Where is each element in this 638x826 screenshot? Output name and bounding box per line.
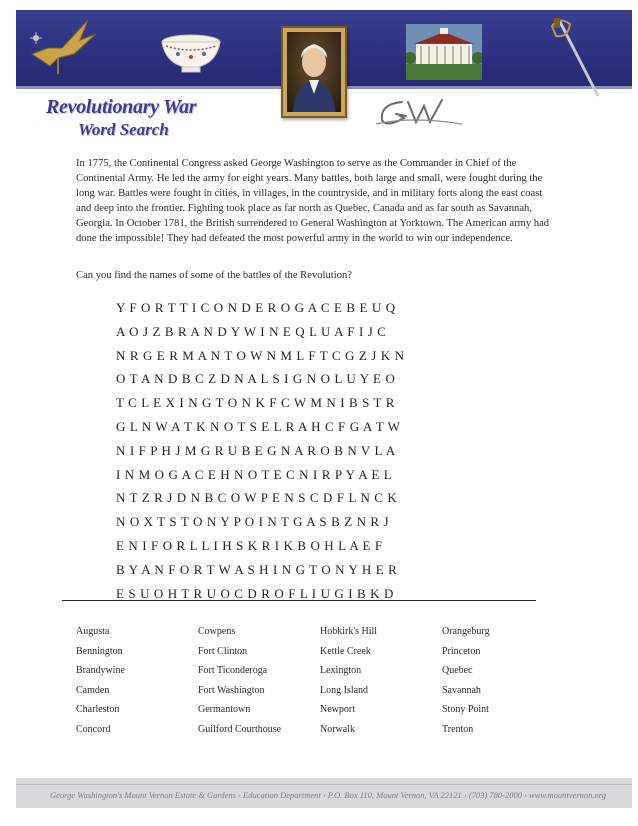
word-item: Norwalk <box>320 723 355 735</box>
mansion-icon <box>406 24 482 80</box>
divider-line <box>62 600 536 601</box>
puzzle-row: A O J Z B R A N D Y W I N E Q L U A F I J C <box>116 323 387 339</box>
puzzle-row: G L N W A T K N O T S E L R A H C F G A T W <box>116 418 401 434</box>
word-item: Concord <box>76 723 111 735</box>
word-item: Newport <box>320 704 355 715</box>
word-item: Charleston <box>76 704 120 715</box>
footer-line <box>16 784 632 785</box>
puzzle-row: E N I F O R L L I H S K R I K B O H L A E F <box>116 537 383 553</box>
intro-paragraph: In 1775, the Continental Congress asked George Washington to serve as the Commander in Chief of the Continental Army. He led the army for eight years. Many battles, both large and small, were fought during the long war. Battles were fought in cities, in villages, in the countryside, and in military forts along the east coast and deep into the frontier. Fighting took place as far north as Quebec, Canada and as far south as Savannah, Georgia. In October 1781, the British surrendered to General Washington at Yorktown. The American army had done the impossible! They had defeated the most powerful army in the world to win our independence. <box>76 158 550 244</box>
word-item: Augusta <box>76 626 110 637</box>
word-item: Lexington <box>320 665 362 676</box>
word-list <box>76 626 576 743</box>
word-item: Cowpens <box>198 626 236 637</box>
word-item: Trenton <box>442 723 474 735</box>
word-item: Fort Ticonderoga <box>198 665 268 676</box>
word-item: Germantown <box>198 704 251 715</box>
washington-portrait <box>281 26 347 118</box>
page-subtitle: Word Search <box>78 120 169 139</box>
word-item: Hobkirk's Hill <box>320 626 378 637</box>
word-item: Orangeburg <box>442 626 490 637</box>
puzzle-row: Y F O R T T I C O N D E R O G A C E B E U Q <box>116 300 396 315</box>
word-item: Fort Washington <box>198 684 265 696</box>
footer-address: George Washington's Mount Vernon Estate & Gardens › Education Department › P.O. Box 110, Mount Vernon, VA 22121 › (703) 780-2000 › www.mountvernon.org <box>50 790 606 800</box>
puzzle-row: N I F P H J M G R U B E G N A R O B N V L A <box>116 442 396 458</box>
word-search-grid <box>116 300 476 609</box>
word-item: Quebec <box>442 665 473 676</box>
word-item: Brandywine <box>76 665 125 676</box>
word-item: Princeton <box>442 645 481 657</box>
word-item: Savannah <box>442 684 481 696</box>
puzzle-row: N T Z R J D N B C O W P E N S C D F L N C K <box>116 490 398 506</box>
portrait-figure-icon <box>287 32 341 112</box>
puzzle-row: T C L E X I N G T O N K F C W M N I B S T R <box>116 395 395 411</box>
gw-signature <box>372 94 468 130</box>
word-item: Camden <box>76 684 110 696</box>
eagle-weathervane-icon <box>28 14 100 74</box>
word-item: Kettle Creek <box>320 645 371 657</box>
puzzle-row: N R G E R M A N T O W N M L F T C G Z J K N <box>116 347 405 363</box>
word-item: Fort Clinton <box>198 645 248 657</box>
page-title: Revolutionary War <box>46 96 197 118</box>
question-text: Can you find the names of some of the battles of the Revolution? <box>76 270 352 281</box>
puzzle-row: I N M O G A C E H N O T E C N I R P Y A E L <box>116 466 393 482</box>
puzzle-row: O T A N D B C Z D N A L S I G N O L U Y E O <box>116 371 396 387</box>
sword-icon <box>546 16 606 98</box>
word-item: Long Island <box>320 684 369 696</box>
word-item: Guilford Courthouse <box>198 723 282 735</box>
puzzle-row: B Y A N F O R T W A S H I N G T O N Y H E R <box>116 561 398 577</box>
china-bowl-icon <box>160 30 222 74</box>
word-item: Stony Point <box>442 704 489 715</box>
puzzle-row: N O X T S T O N Y P O I N T G A S B Z N R J <box>116 514 390 530</box>
puzzle-row: E S U O H T R U O C D R O F L I U G I B K D <box>116 585 394 601</box>
word-item: Bennington <box>76 645 123 657</box>
